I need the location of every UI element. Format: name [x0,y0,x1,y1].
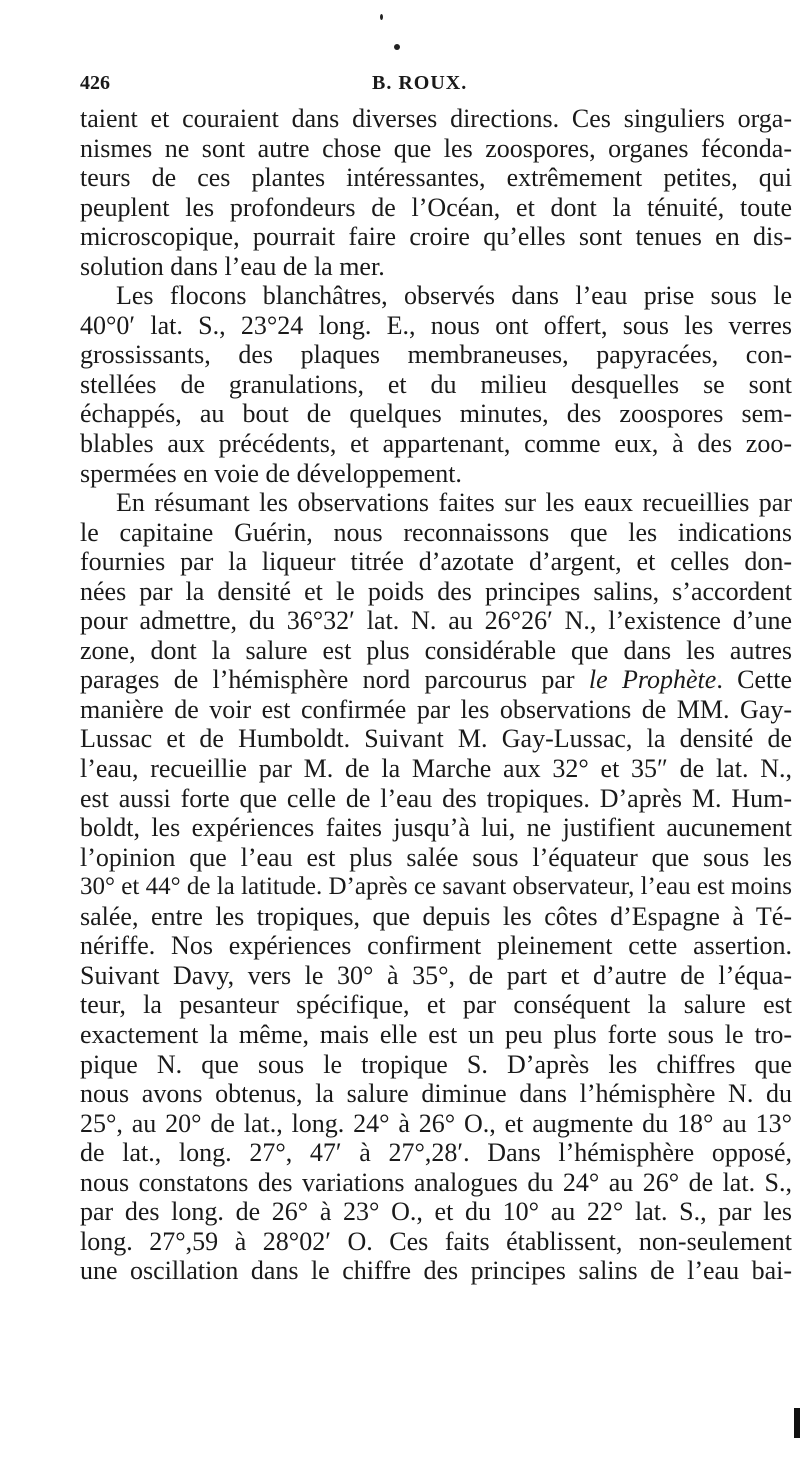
paragraph-3 [80,488,792,1286]
text-line: exactement la même, mais elle est un peu plus forte sous le tro- [80,1019,792,1049]
body-text [80,104,792,1286]
text-line: une oscillation dans le chiffre des principes salins de l’eau bai- [80,1256,792,1286]
text-line: le capitaine Guérin, nous reconnaissons que les indications [80,517,792,547]
text-line: grossissants, des plaques membraneuses, papyracées, con- [80,340,792,370]
page-edge-mark [794,1408,800,1438]
text-line: nées par la densité et le poids des principes salins, s’accordent [80,576,792,606]
text-line: teur, la pesanteur spécifique, et par conséquent la salure est [80,990,792,1020]
text-line: spermées en voie de développement. [80,458,462,488]
page-header [80,64,790,104]
text-line-with-italic [80,665,792,695]
running-head: B. ROUX. [372,72,468,94]
ship-name-italic: le Prophète [588,665,717,695]
text-line: Suivant Davy, vers le 30° à 35°, de part et d’autre de l’équa- [80,960,792,990]
text-line: l’eau, recueillie par M. de la Marche aux 32° et 35″ de lat. N., [80,754,792,784]
text-line: nériffe. Nos expériences confirment pleinement cette assertion. [80,931,792,961]
text-line: nismes ne sont autre chose que les zoospores, organes féconda- [80,133,792,163]
text-line: salée, entre les tropiques, que depuis les côtes d’Espagne à Té- [80,901,792,931]
text-line: nous constatons des variations analogues du 24° au 26° de lat. S., [80,1167,792,1197]
text-line: long. 27°,59 à 28°02′ O. Ces faits établissent, non-seulement [80,1226,792,1256]
text-line: manière de voir est confirmée par les observations de MM. Gay- [80,694,792,724]
page-number: 426 [80,72,110,94]
text-line: de lat., long. 27°, 47′ à 27°,28′. Dans l’hémisphère opposé, [80,1138,792,1168]
ink-speck [380,14,383,20]
text-line: blables aux précédents, et appartenant, comme eux, à des zoo- [80,429,792,459]
text-line: 40°0′ lat. S., 23°24 long. E., nous ont offert, sous les verres [80,310,792,340]
text-line: par des long. de 26° à 23° O., et du 10° au 22° lat. S., par les [80,1197,792,1227]
text-line: l’opinion que l’eau est plus salée sous l’équateur que sous les [80,842,792,872]
text-line: pique N. que sous le tropique S. D’après les chiffres que [80,1049,792,1079]
text-line: teurs de ces plantes intéressantes, extrêmement petites, qui [80,163,792,193]
text-line: pour admettre, du 36°32′ lat. N. au 26°26′ N., l’existence d’une [80,606,792,636]
text-line: 30° et 44° de la latitude. D’après ce savant observateur, l’eau est moins [80,873,792,901]
text-line: microscopique, pourrait faire croire qu’elles sont tenues en dis- [80,222,792,252]
paragraph-2 [80,281,792,488]
text-segment: . Cette [716,665,792,695]
text-line: boldt, les expériences faites jusqu’à lui, ne justifient aucunement [80,813,792,843]
text-line: 25°, au 20° de lat., long. 24° à 26° O., et augmente du 18° au 13° [80,1108,792,1138]
text-line: stellées de granulations, et du milieu desquelles se sont [80,369,792,399]
text-line: échappés, au bout de quelques minutes, des zoospores sem- [80,399,792,429]
text-line: fournies par la liqueur titrée d’azotate d’argent, et celles don- [80,547,792,577]
text-line: Lussac et de Humboldt. Suivant M. Gay-Lussac, la densité de [80,724,792,754]
text-line: En résumant les observations faites sur les eaux recueillies par [116,488,792,518]
text-line: Les flocons blanchâtres, observés dans l’eau prise sous le [116,281,792,311]
text-segment: parages de l’hémisphère nord parcourus par [80,665,589,695]
text-line: taient et couraient dans diverses directions. Ces singuliers orga- [80,104,792,133]
ink-speck [394,44,400,50]
text-line: zone, dont la salure est plus considérable que dans les autres [80,635,792,665]
text-line: peuplent les profondeurs de l’Océan, et dont la ténuité, toute [80,192,792,222]
text-line: solution dans l’eau de la mer. [80,251,385,281]
text-line: nous avons obtenus, la salure diminue dans l’hémisphère N. du [80,1079,792,1109]
text-line: est aussi forte que celle de l’eau des tropiques. D’après M. Hum- [80,783,792,813]
paragraph-1 [80,104,792,281]
